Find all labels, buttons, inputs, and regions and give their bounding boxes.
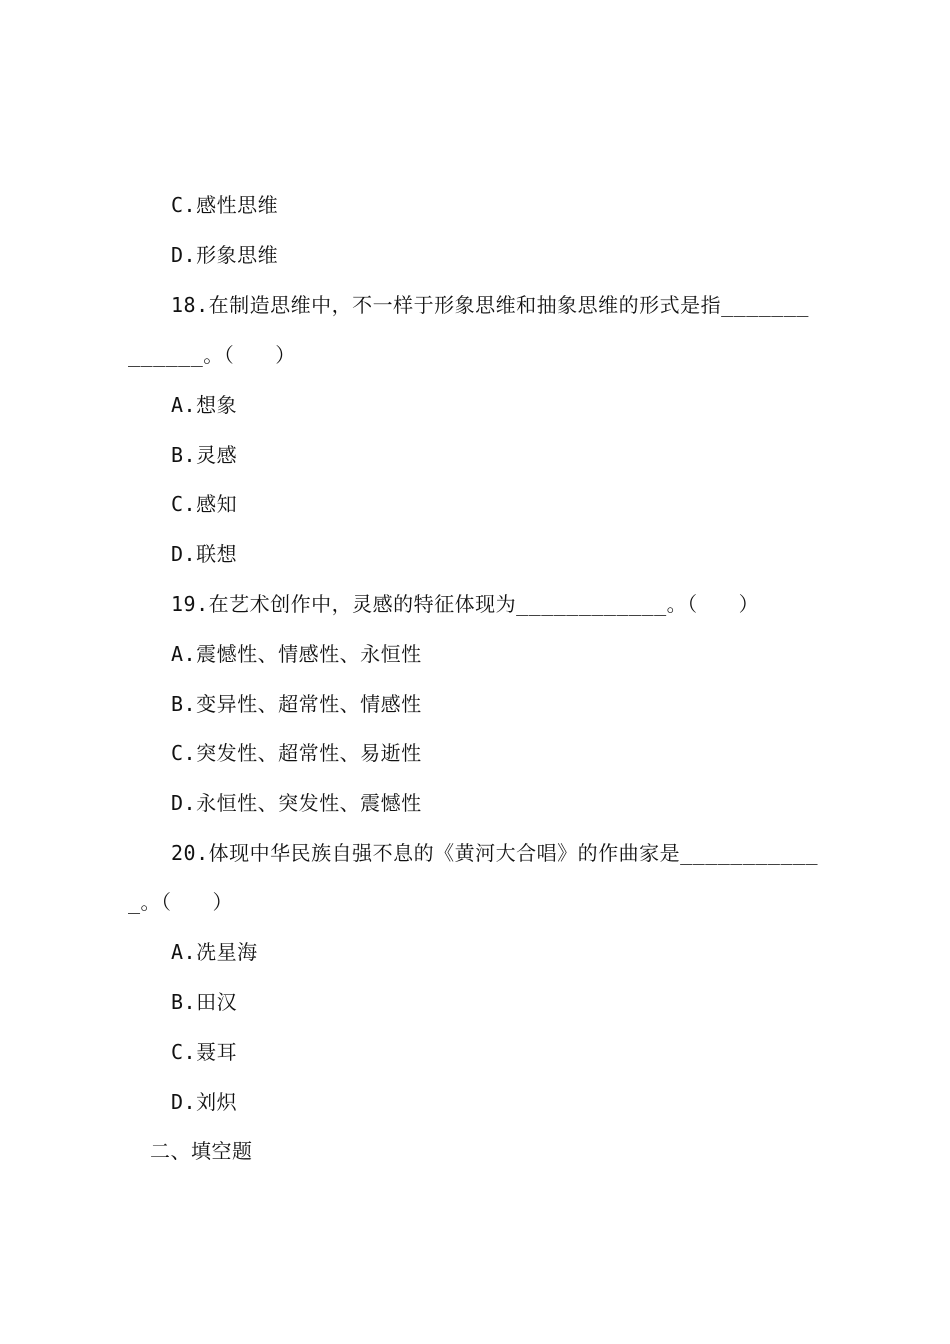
q19-stem: 19.在艺术创作中，灵感的特征体现为____________。（ ） [171, 592, 760, 616]
q18-option-d: D.联想 [171, 542, 238, 566]
q18-option-c: C.感知 [171, 492, 238, 516]
q18-stem: 18.在制造思维中，不一样于形象思维和抽象思维的形式是指_______ [171, 293, 809, 317]
q20-option-b: B.田汉 [171, 990, 238, 1014]
q19-option-c: C.突发性、超常性、易逝性 [171, 741, 422, 765]
q18-option-a: A.想象 [171, 393, 238, 417]
q19-option-d: D.永恒性、突发性、震憾性 [171, 791, 422, 815]
section-heading-fill-in-blank: 二、填空题 [150, 1139, 253, 1163]
q17-option-d: D.形象思维 [171, 243, 279, 267]
q17-option-c: C.感性思维 [171, 193, 279, 217]
q20-stem-continuation: _。（ ） [128, 890, 234, 914]
q20-option-d: D.刘炽 [171, 1090, 238, 1114]
q20-option-c: C.聂耳 [171, 1040, 238, 1064]
q18-stem-continuation: ______。（ ） [128, 343, 296, 367]
q18-option-b: B.灵感 [171, 443, 238, 467]
q19-option-a: A.震憾性、情感性、永恒性 [171, 642, 422, 666]
q19-option-b: B.变异性、超常性、情感性 [171, 692, 422, 716]
q20-option-a: A.冼星海 [171, 940, 258, 964]
q20-stem: 20.体现中华民族自强不息的《黄河大合唱》的作曲家是___________ [171, 841, 819, 865]
